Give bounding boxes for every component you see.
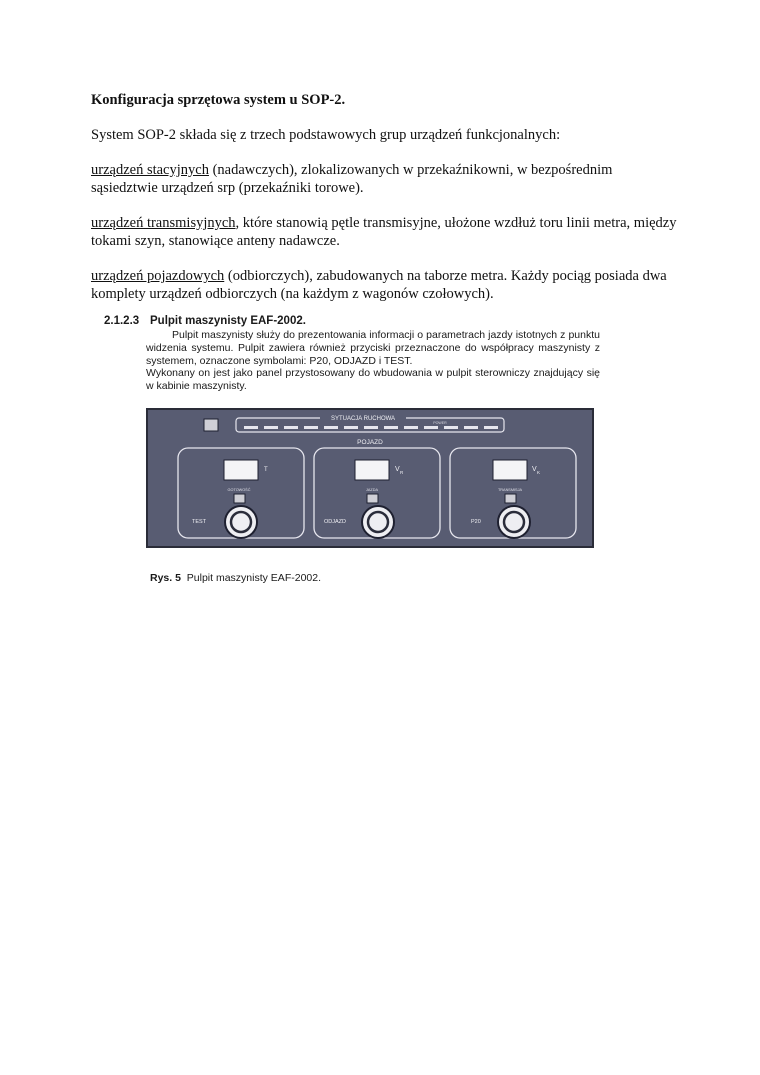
item-term: urządzeń pojazdowych: [91, 268, 225, 284]
situation-led: [424, 426, 438, 429]
situation-led: [264, 426, 278, 429]
button-label: TEST: [192, 519, 207, 525]
module-odjazd: [314, 448, 440, 538]
situation-led: [464, 426, 478, 429]
section-heading: [104, 315, 306, 327]
button-label: P20: [471, 519, 481, 525]
situation-led: [344, 426, 358, 429]
display-t: [224, 460, 258, 480]
situation-led-row: [244, 426, 498, 429]
situation-led: [364, 426, 378, 429]
item-term: urządzeń stacyjnych: [91, 162, 209, 178]
document-heading: Konfiguracja sprzętowa system u SOP-2.: [91, 92, 346, 108]
situation-led: [284, 426, 298, 429]
display-symbol: V: [395, 466, 400, 473]
display-symbol: V: [532, 466, 537, 473]
section-body: [146, 329, 600, 393]
section-paragraph-2: Wykonany on jest jako panel przystosowany do wbudowania w pulpit sterowniczy znajdujący się w kabinie maszynisty.: [146, 367, 600, 393]
indicator-jazda: [367, 494, 378, 503]
situation-led: [384, 426, 398, 429]
intro-paragraph: System SOP-2 składa się z trzech podstawowych grup urządzeń funkcjonalnych:: [91, 127, 561, 143]
power-small-label: POWER: [433, 421, 447, 425]
power-indicator-icon: [204, 419, 218, 431]
display-vr: [355, 460, 389, 480]
item-rest: , które stanowią pętle transmisyjne, ułożone wzdłuż toru linii metra, między tokami szyn, stanowiące anteny nadawcze.: [91, 215, 677, 249]
situation-led: [324, 426, 338, 429]
figure-caption: [150, 572, 321, 584]
module-test: [178, 448, 304, 538]
situation-led: [484, 426, 498, 429]
situation-led: [404, 426, 418, 429]
item-term: urządzeń transmisyjnych: [91, 215, 236, 231]
display-vk: [493, 460, 527, 480]
panel-drawing: [148, 410, 592, 546]
scanned-excerpt: [104, 315, 604, 595]
item-pojazdowe: [91, 268, 681, 303]
situation-led: [304, 426, 318, 429]
item-transmisyjne: [91, 215, 681, 250]
display-symbol: T: [264, 467, 268, 473]
display-subscript: K: [537, 470, 541, 475]
indicator-label: GOTOWOŚĆ: [227, 488, 251, 492]
indicator-gotowosc: [234, 494, 245, 503]
item-rest: (nadawczych), zlokalizowanych w przekaźnikowni, w bezpośrednim sąsiedztwie urządzeń srp (przekaźniki torowe).: [91, 162, 613, 196]
situation-label: SYTUACJA RUCHOWA: [330, 416, 396, 422]
item-stacyjne: [91, 162, 681, 197]
button-label: ODJAZD: [324, 519, 346, 525]
pojazd-label: POJAZD: [357, 439, 383, 446]
display-subscript: R: [400, 470, 404, 475]
indicator-label: JAZDA: [365, 488, 379, 492]
caption-text: Pulpit maszynisty EAF-2002.: [186, 572, 321, 584]
indicator-transmisja: [505, 494, 516, 503]
section-number: 2.1.2.3: [104, 315, 140, 327]
section-paragraph-1: Pulpit maszynisty służy do prezentowania informacji o parametrach jazdy istotnych z punktu widzenia systemu. Pulpit zawiera również przyciski przeznaczone do współpracy maszynisty z systemem, oznaczone symbolami: P20, ODJAZD i TEST.: [146, 329, 600, 367]
situation-led: [244, 426, 258, 429]
item-rest: (odbiorczych), zabudowanych na taborze metra. Każdy pociąg posiada dwa komplety urządzeń odbiorczych (na każdym z wagonów czołowych).: [91, 268, 667, 302]
caption-label: Rys. 5: [150, 572, 181, 584]
driver-panel-figure: [146, 408, 594, 548]
module-p20: [450, 448, 576, 538]
section-title: Pulpit maszynisty EAF-2002.: [150, 315, 306, 327]
indicator-label: TRANSMISJA: [497, 488, 523, 492]
situation-led: [444, 426, 458, 429]
